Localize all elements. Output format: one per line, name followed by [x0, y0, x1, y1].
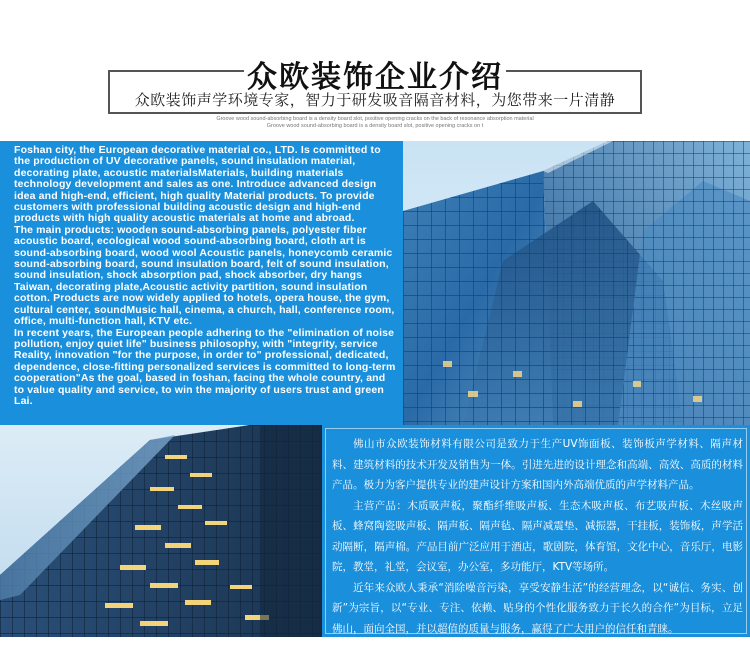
glass-building-photo-bottom	[0, 425, 322, 637]
english-intro-paragraph-3: In recent years, the European people adhering to the "elimination of noise pollution, enjoy quiet life" business philosophy, with "integrity, service Reality, innovation "for the purpose, in order to" professional, dedicated, dependence, close-fitting personalized services is committed to long-term cooperation"As the goal, based in foshan, facing the whole country, and to value quality and service, to win the majority of users trust and green Lai.	[14, 326, 396, 407]
tagline-line-2: Groove wood sound-absorbing board is a density board slot, positive opening cracks on t	[266, 123, 484, 129]
page-subtitle: 众欧装饰声学环境专家，智力于研发吸音隔音材料，为您带来一片清静	[134, 91, 616, 109]
glass-building-photo-top	[403, 141, 750, 425]
chinese-panel-border	[325, 428, 747, 634]
chinese-intro-paragraph-2: 主营产品：木质吸声板，聚酯纤维吸声板、生态木吸声板、布艺吸声板、木丝吸声板、蜂窝陶瓷吸声板、隔声板、隔声毡、隔声减震垫、减振器，干挂板，装饰板，声学活动隔断，隔声棉。产品目前广泛应用于酒店，歌剧院，体育馆，文化中心，音乐厅，电影院，教堂，礼堂，会议室，办公室，多功能厅，KTV等场所。	[332, 499, 743, 573]
page-title: 众欧装饰企业介绍	[247, 60, 503, 95]
chinese-intro-panel	[322, 425, 750, 637]
english-intro-paragraph-2: The main products: wooden sound-absorbing panels, polyester fiber acoustic board, ecological wood sound-absorbing board, cloth art is sound-absorbing board, wood wool Acoustic panels, honeycomb ceramic sound-absorbing board, sound insulation board, felt of sound insulation, sound insulation, shock absorption pad, shock absorber, dry hangs Taiwan, decorating plate,Acoustic activity partition, sound insulation cotton. Products are now widely applied to hotels, opera house, the gym, cultural center, soundMusic hall, cinema, a church, hall, conference room, office, multi-function hall, KTV etc.	[14, 223, 395, 328]
english-intro-panel	[0, 141, 403, 425]
chinese-intro-paragraph-3: 近年来众欧人秉承“消除噪音污染，享受安静生活”的经营理念，以“诚信、务实、创新”为宗旨，以“专业、专注、依赖、贴身的个性化服务致力于长久的合作”为目标，立足佛山，面向全国，并以超值的质量与服务，赢得了广大用户的信任和青睐。	[332, 581, 743, 635]
tagline-line-1: Groove wood sound-absorbing board is a density board slot, positive opening cracks on the back of resonance absorption material	[216, 116, 534, 122]
chinese-intro-paragraph-1: 佛山市众欧装饰材料有限公司是致力于生产UV饰面板、装饰板声学材料、隔声材料、建筑材料的技术开发及销售为一体。引进先进的设计理念和高端、高效、高质的材料产品。极力为客户提供专业的建声设计方案和国内外高端优质的声学材料产品。	[332, 438, 743, 491]
english-intro-paragraph-1: Foshan city, the European decorative material co., LTD. Is committed to the production of UV decorative panels, sound insulation material, decorating plate, acoustic materialsMaterials, building materials technology development and sales as one. Introduce advanced design idea and high-end, efficient, high quality Material products. To provide customers with professional building acoustic design and high-end products with high quality acoustic materials at home and abroad.	[14, 144, 381, 225]
